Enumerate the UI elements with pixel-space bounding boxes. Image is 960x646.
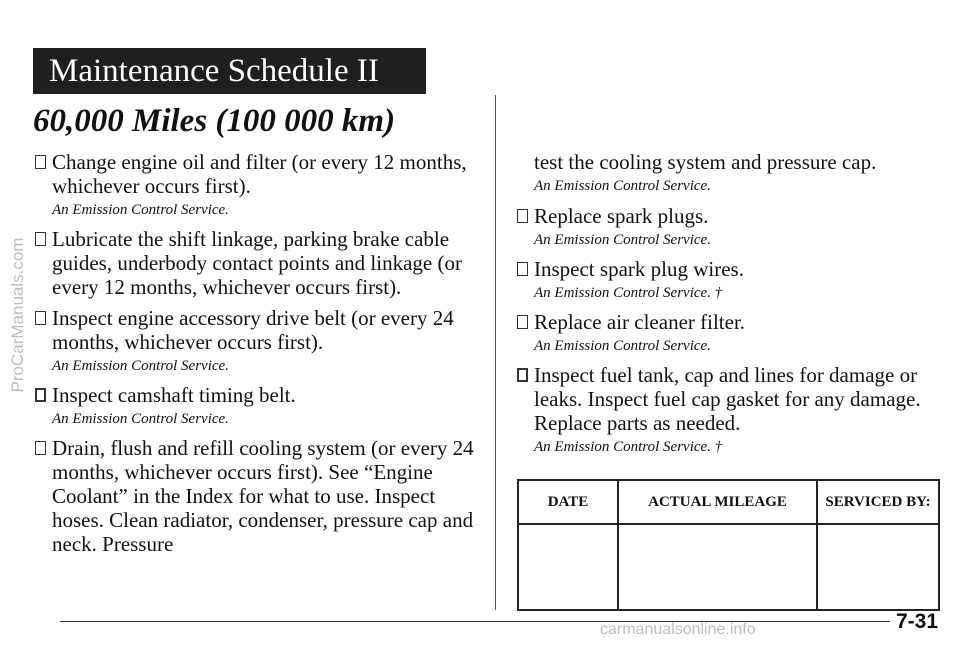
footer-watermark: carmanualsonline.info	[600, 621, 756, 638]
emission-note: An Emission Control Service.	[534, 232, 711, 248]
checkbox-icon	[517, 368, 528, 382]
checklist-item-air-filter: Replace air cleaner filter. An Emission Control Service.	[517, 310, 942, 356]
checklist-item-timing-belt: Inspect camshaft timing belt. An Emission Control Service.	[35, 383, 485, 429]
service-record-table	[517, 479, 940, 611]
col-serviced-by: SERVICED BY:	[817, 480, 939, 524]
serviced-by-cell[interactable]	[817, 524, 939, 610]
emission-note: An Emission Control Service.	[534, 178, 711, 194]
date-cell[interactable]	[518, 524, 618, 610]
checklist-item-plug-wires: Inspect spark plug wires. An Emission Control Service. †	[517, 257, 942, 303]
table-header-row	[518, 480, 939, 524]
side-watermark: ProCarManuals.com	[8, 237, 27, 393]
page-heading: 60,000 Miles (100 000 km)	[33, 103, 396, 139]
emission-note: An Emission Control Service. †	[534, 439, 723, 455]
emission-note: An Emission Control Service.	[52, 202, 229, 218]
column-divider	[495, 95, 496, 610]
checkbox-icon	[35, 155, 46, 169]
left-column	[35, 150, 485, 563]
emission-note: An Emission Control Service.	[534, 338, 711, 354]
page-number: 7-31	[896, 610, 939, 633]
col-date: DATE	[518, 480, 618, 524]
emission-note: An Emission Control Service. †	[534, 285, 723, 301]
checklist-item-change-oil: Change engine oil and filter (or every 12 months, whichever occurs first). An Emission Control Service.	[35, 150, 485, 220]
checkbox-icon	[517, 262, 528, 276]
checkbox-icon	[517, 315, 528, 329]
checkbox-icon	[35, 311, 46, 325]
col-actual-mileage: ACTUAL MILEAGE	[618, 480, 817, 524]
emission-note: An Emission Control Service.	[52, 358, 229, 374]
checkbox-icon	[35, 232, 46, 246]
checklist-item-cooling-system: Drain, flush and refill cooling system (or every 24 months, whichever occurs first). See “Engine Coolant” in the Index for what to use. Inspect hoses. Clean radiator, condenser, pressure cap and neck. Pressure	[35, 436, 485, 556]
checkbox-icon	[35, 388, 46, 402]
emission-note: An Emission Control Service.	[52, 411, 229, 427]
checklist-item-lubricate: Lubricate the shift linkage, parking brake cable guides, underbody contact points and linkage (or every 12 months, whichever occurs first).	[35, 227, 485, 299]
checklist-item-drive-belt: Inspect engine accessory drive belt (or every 24 months, whichever occurs first). An Emission Control Service.	[35, 306, 485, 376]
checkbox-icon	[35, 441, 46, 455]
checklist-item-fuel-tank: Inspect fuel tank, cap and lines for damage or leaks. Inspect fuel cap gasket for any damage. Replace parts as needed. An Emission Control Service. †	[517, 363, 942, 457]
checkbox-icon	[517, 209, 528, 223]
cooling-continuation: test the cooling system and pressure cap. An Emission Control Service.	[517, 150, 942, 196]
footer-rule	[60, 621, 890, 622]
right-column	[517, 150, 942, 464]
mileage-cell[interactable]	[618, 524, 817, 610]
checklist-item-spark-plugs: Replace spark plugs. An Emission Control Service.	[517, 204, 942, 250]
table-row	[518, 524, 939, 610]
section-banner: Maintenance Schedule II	[33, 48, 426, 94]
